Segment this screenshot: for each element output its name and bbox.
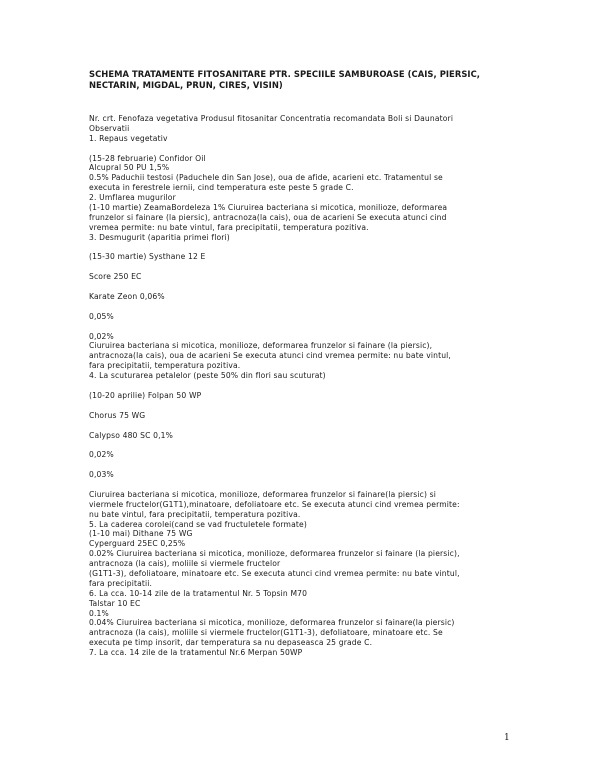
text-line: (10-20 aprilie) Folpan 50 WP <box>89 390 202 400</box>
text-line: 1. Repaus vegetativ <box>89 133 168 143</box>
text-line: frunzelor si fainare (la piersic), antracnoza(la cais), oua de acarieni Se executa atunci cind <box>89 212 447 222</box>
text-line: nu bate vintul, fara precipitatii, temperatura pozitiva. <box>89 509 301 519</box>
text-line: 0.04% Ciuruirea bacteriana si micotica, monilioze, deformarea frunzelor si fainare(la piersic) <box>89 618 455 628</box>
blank-line <box>89 243 519 253</box>
blank-line <box>89 460 519 470</box>
text-line: viermele fructelor(G1T1),minatoare, defoliatoare etc. Se executa atunci cind vremea permite: <box>89 499 460 509</box>
text-line: antracnoza (la cais), moliile si viermele fructelor(G1T1-3), defoliatoare, minatoare etc. Se <box>89 628 443 638</box>
text-line: 7. La cca. 14 zile de la tratamentul Nr.6 Merpan 50WP <box>89 648 303 658</box>
text-line: 5. La caderea corolei(cand se vad fructuletele formate) <box>89 519 307 529</box>
text-line: Calypso 480 SC 0,1% <box>89 430 173 440</box>
text-line: fara precipitatii. <box>89 578 153 588</box>
blank-line <box>89 480 519 490</box>
text-line: (1-10 martie) ZeamaBordeleza 1% Ciuruirea bacteriana si micotica, monilioze, deformarea <box>89 203 448 213</box>
blank-line <box>89 302 519 312</box>
blank-line <box>89 144 519 154</box>
text-line: Cyperguard 25EC 0,25% <box>89 539 186 549</box>
page-number: 1 <box>504 733 510 743</box>
text-line: (15-28 februarie) Confidor Oil <box>89 153 206 163</box>
text-line: Alcupral 50 PU 1,5% <box>89 163 170 173</box>
title-line: NECTARIN, MIGDAL, PRUN, CIRES, VISIN) <box>89 80 283 90</box>
text-line: 6. La cca. 10-14 zile de la tratamentul Nr. 5 Topsin M70 <box>89 588 308 598</box>
text-line: Chorus 75 WG <box>89 410 146 420</box>
text-line: 0,02% <box>89 331 114 341</box>
text-line: antracnoza(la cais), oua de acarieni Se executa atunci cind vremea permite: nu bate vintul, <box>89 351 451 361</box>
text-line: executa pe timp insorit, dar temperatura sa nu depaseasca 25 grade C. <box>89 638 373 648</box>
text-line: Ciuruirea bacteriana si micotica, monilioze, deformarea frunzelor si fainare(la piersic) si <box>89 489 437 499</box>
blank-line <box>89 440 519 450</box>
text-line: Karate Zeon 0,06% <box>89 292 165 302</box>
text-line: 0,05% <box>89 311 114 321</box>
text-line: 2. Umflarea mugurilor <box>89 193 176 203</box>
text-line: Ciuruirea bacteriana si micotica, monilioze, deformarea frunzelor si fainare (la piersic), <box>89 341 433 351</box>
document-body <box>89 114 519 658</box>
text-line: 0.1% <box>89 608 109 618</box>
text-line: fara precipitatii, temperatura pozitiva. <box>89 361 241 371</box>
text-line: antracnoza (la cais), moliile si viermele fructelor <box>89 559 281 569</box>
text-line: 4. La scuturarea petalelor (peste 50% din flori sau scuturat) <box>89 371 326 381</box>
blank-line <box>89 401 519 411</box>
text-line: Nr. crt. Fenofaza vegetativa Produsul fitosanitar Concentratia recomandata Boli si Daunatori <box>89 114 454 123</box>
blank-line <box>89 282 519 292</box>
text-line: 0.02% Ciuruirea bacteriana si micotica, monilioze, deformarea frunzelor si fainare (la piersic), <box>89 549 460 559</box>
text-line: 0.5% Paduchii testosi (Paduchele din San Jose), oua de afide, acarieni etc. Tratamentul se <box>89 173 443 183</box>
document-title <box>89 69 529 91</box>
blank-line <box>89 262 519 272</box>
text-line: Score 250 EC <box>89 272 142 282</box>
blank-line <box>89 381 519 391</box>
title-line: SCHEMA TRATAMENTE FITOSANITARE PTR. SPECIILE SAMBUROASE (CAIS, PIERSIC, <box>89 69 480 79</box>
text-line: Talstar 10 EC <box>89 598 141 608</box>
text-line: executa in ferestrele iernii, cind temperatura este peste 5 grade C. <box>89 183 354 193</box>
blank-line <box>89 421 519 431</box>
text-line: 0,03% <box>89 470 114 480</box>
text-line: (G1T1-3), defoliatoare, minatoare etc. Se executa atunci cind vremea permite: nu bate vintul, <box>89 568 460 578</box>
text-line: 0,02% <box>89 450 114 460</box>
text-line: Observatii <box>89 123 130 133</box>
text-line: (1-10 mai) Dithane 75 WG <box>89 529 193 539</box>
blank-line <box>89 322 519 332</box>
text-line: vremea permite: nu bate vintul, fara precipitatii, temperatura pozitiva. <box>89 222 369 232</box>
text-line: (15-30 martie) Systhane 12 E <box>89 252 206 262</box>
text-line: 3. Desmugurit (aparitia primei flori) <box>89 232 230 242</box>
